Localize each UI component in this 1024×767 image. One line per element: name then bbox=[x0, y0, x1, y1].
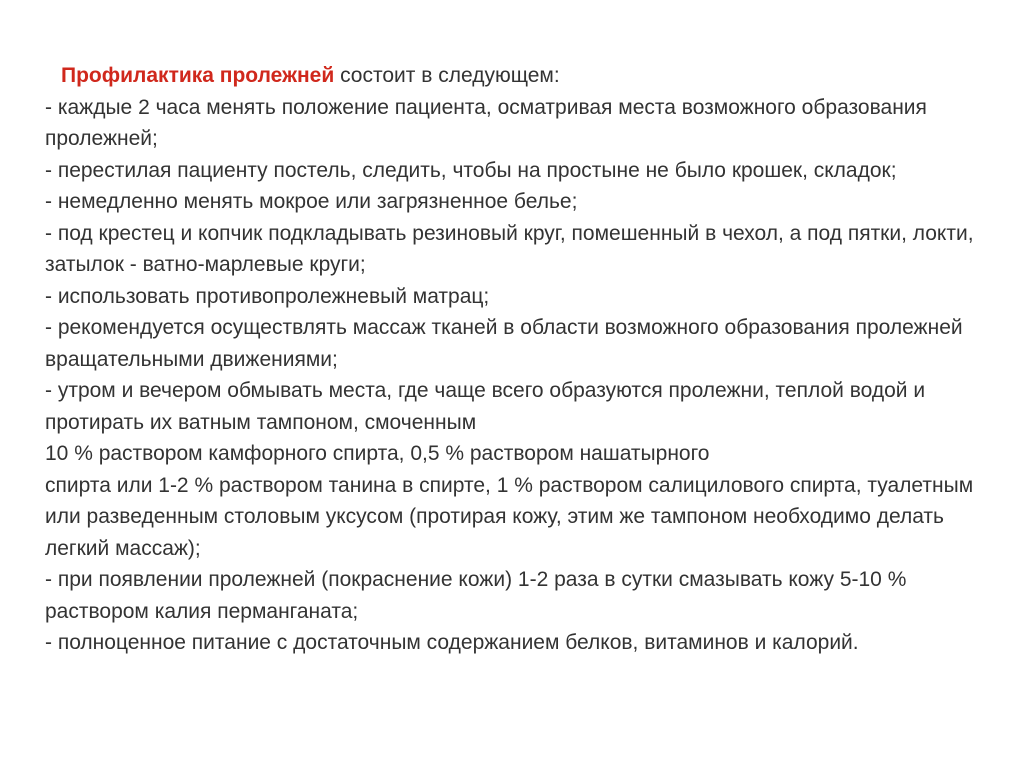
slide-heading: Профилактика пролежней bbox=[61, 64, 335, 87]
list-item: - использовать противопролежневый матрац; bbox=[45, 284, 490, 308]
list-item: спирта или 1-2 % раствором танина в спирте, 1 % раствором салицилового спирта, туалетным или разведенным столовым уксусом (протирая кожу, этим же тампоном необходимо делать легкий массаж); bbox=[45, 473, 974, 560]
list-item: - перестилая пациенту постель, следить, чтобы на простыне не было крошек, складок; bbox=[45, 158, 897, 182]
slide-body bbox=[45, 60, 1005, 659]
list-item: - каждые 2 часа менять положение пациента, осматривая места возможного образования пролежней; bbox=[45, 95, 927, 150]
list-item: - под крестец и копчик подкладывать резиновый круг, помешенный в чехол, а под пятки, локти, затылок - ватно-марлевые круги; bbox=[45, 221, 974, 276]
list-item: - при появлении пролежней (покраснение кожи) 1-2 раза в сутки смазывать кожу 5-10 % раствором калия перманганата; bbox=[45, 568, 907, 623]
list-item: - полноценное питание с достаточным содержанием белков, витаминов и калорий. bbox=[45, 631, 859, 654]
intro-line bbox=[45, 60, 1005, 92]
list-item: 10 % раствором камфорного спирта, 0,5 % раствором нашатырного bbox=[45, 442, 710, 465]
list-item: - рекомендуется осуществлять массаж тканей в области возможного образования пролежней вращательными движениями; bbox=[45, 316, 963, 371]
list-item: - утром и вечером обмывать места, где чаще всего образуются пролежни, теплой водой и протирать их ватным тампоном, смоченным bbox=[45, 379, 926, 434]
list-item: - немедленно менять мокрое или загрязненное белье; bbox=[45, 190, 578, 213]
intro-text: состоит в следующем: bbox=[334, 64, 560, 87]
